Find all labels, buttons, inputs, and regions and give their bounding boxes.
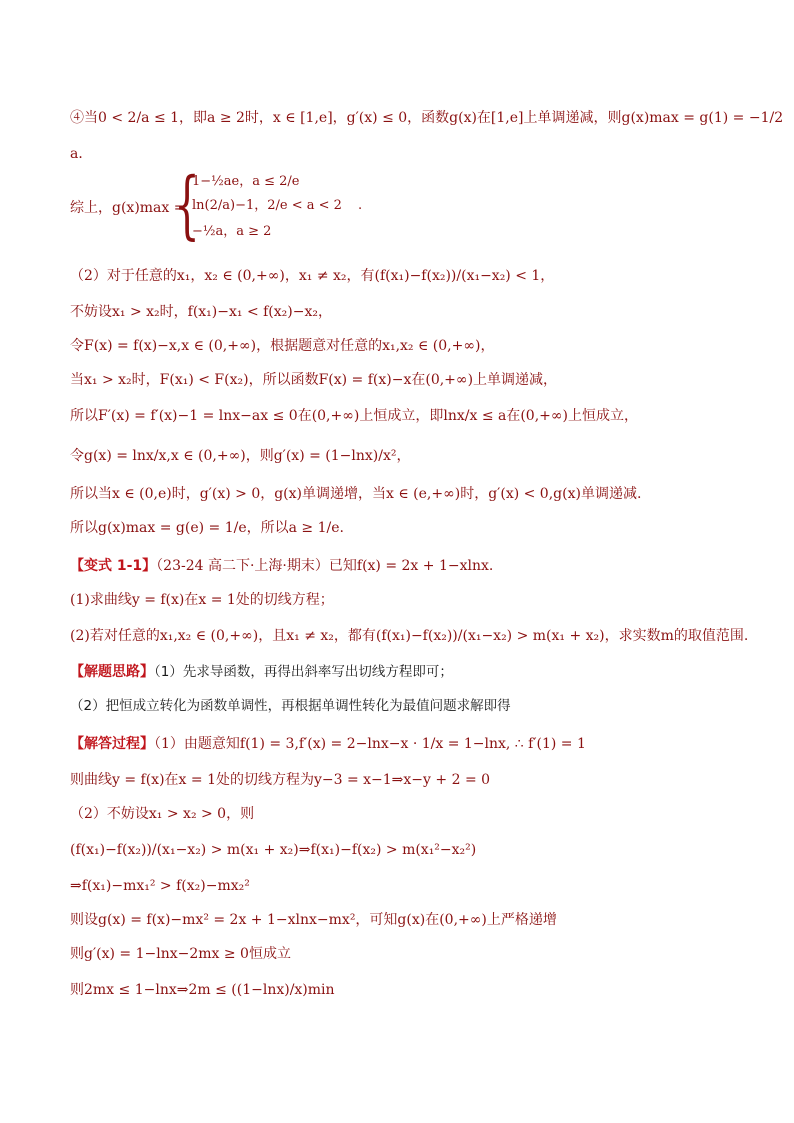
assume-line: 不妨设x₁ > x₂时，f(x₁)−x₁ < f(x₂)−x₂， bbox=[70, 304, 332, 320]
question-2: (2)若对任意的x₁,x₂ ∈ (0,+∞)，且x₁ ≠ x₂，都有(f(x₁)−f(x₂))/(x₁−x₂) > m(x₁ + x₂)，求实数m的取值范围. bbox=[70, 628, 749, 644]
implication-line: ⇒f(x₁)−mx₁² > f(x₂)−mx₂² bbox=[70, 878, 250, 894]
solution-line bbox=[70, 734, 586, 754]
piecewise-brace: { bbox=[174, 162, 200, 248]
hint-text: （1）先求导函数，再得出斜率写出切线方程即可； bbox=[154, 664, 453, 680]
hint-line-2: （2）把恒成立转化为函数单调性，再根据单调性转化为最值问题求解即得 bbox=[70, 698, 511, 714]
inequality-line: (f(x₁)−f(x₂))/(x₁−x₂) > m(x₁ + x₂)⇒f(x₁)−f(x₂) > m(x₁²−x₂²) bbox=[70, 842, 477, 858]
case4-line: ④当0 < 2/a ≤ 1，即a ≥ 2时，x ∈ [1,e]，g′(x) ≤ 0，函数g(x)在[1,e]上单调递减，则g(x)max = g(1) = −1/2 bbox=[70, 110, 784, 126]
solution-tag: 【解答过程】 bbox=[70, 736, 154, 752]
solution-text: （1）由题意知f(1) = 3,f′(x) = 2−lnx−x · 1/x = 1−lnx, ∴ f′(1) = 1 bbox=[154, 736, 586, 752]
define-g-line: 令g(x) = lnx/x,x ∈ (0,+∞)，则g′(x) = (1−lnx)/x²， bbox=[70, 448, 411, 464]
piecewise-case-3: −½a，a ≥ 2 bbox=[192, 224, 272, 239]
monotonicity-line: 所以当x ∈ (0,e)时，g′(x) > 0，g(x)单调递增，当x ∈ (e,+∞)时，g′(x) < 0,g(x)单调递减. bbox=[70, 486, 642, 502]
monotone-line: 当x₁ > x₂时，F(x₁) < F(x₂)，所以函数F(x) = f(x)−x在(0,+∞)上单调递减， bbox=[70, 372, 558, 388]
summary-prefix: 综上，g(x)max = bbox=[70, 200, 186, 216]
part2-statement: （2）对于任意的x₁，x₂ ∈ (0,+∞)，x₁ ≠ x₂，有(f(x₁)−f(x₂))/(x₁−x₂) < 1， bbox=[70, 268, 555, 284]
piecewise-case-1: 1−½ae，a ≤ 2/e bbox=[192, 174, 300, 189]
question-1: (1)求曲线y = f(x)在x = 1处的切线方程； bbox=[70, 592, 334, 608]
variant-text: （23-24 高二下·上海·期末）已知f(x) = 2x + 1−xlnx. bbox=[156, 558, 494, 574]
piecewise-case-2: ln(2/a)−1，2/e < a < 2 bbox=[192, 198, 342, 213]
case4-line-cont: a． bbox=[70, 146, 93, 162]
hint-line bbox=[70, 662, 453, 682]
variant-tag: 【变式 1-1】 bbox=[70, 558, 157, 574]
hint-tag: 【解题思路】 bbox=[70, 664, 154, 680]
max-line: 所以g(x)max = g(e) = 1/e，所以a ≥ 1/e. bbox=[70, 520, 344, 536]
part2-assume: （2）不妨设x₁ > x₂ > 0，则 bbox=[70, 806, 255, 822]
final-line: 则2mx ≤ 1−lnx⇒2m ≤ ((1−lnx)/x)min bbox=[70, 982, 335, 998]
summary-suffix: . bbox=[358, 198, 363, 213]
g-derivative-line: 则g′(x) = 1−lnx−2mx ≥ 0恒成立 bbox=[70, 946, 291, 962]
tangent-line: 则曲线y = f(x)在x = 1处的切线方程为y−3 = x−1⇒x−y + 2 = 0 bbox=[70, 772, 491, 788]
define-g2-line: 则设g(x) = f(x)−mx² = 2x + 1−xlnx−mx²，可知g(x)在(0,+∞)上严格递增 bbox=[70, 912, 557, 928]
variant-title-line bbox=[70, 556, 493, 576]
define-F-line: 令F(x) = f(x)−x,x ∈ (0,+∞)，根据题意对任意的x₁,x₂ ∈ (0,+∞)， bbox=[70, 338, 495, 354]
derivative-line: 所以F′(x) = f′(x)−1 = lnx−ax ≤ 0在(0,+∞)上恒成立，即lnx/x ≤ a在(0,+∞)上恒成立， bbox=[70, 408, 639, 424]
